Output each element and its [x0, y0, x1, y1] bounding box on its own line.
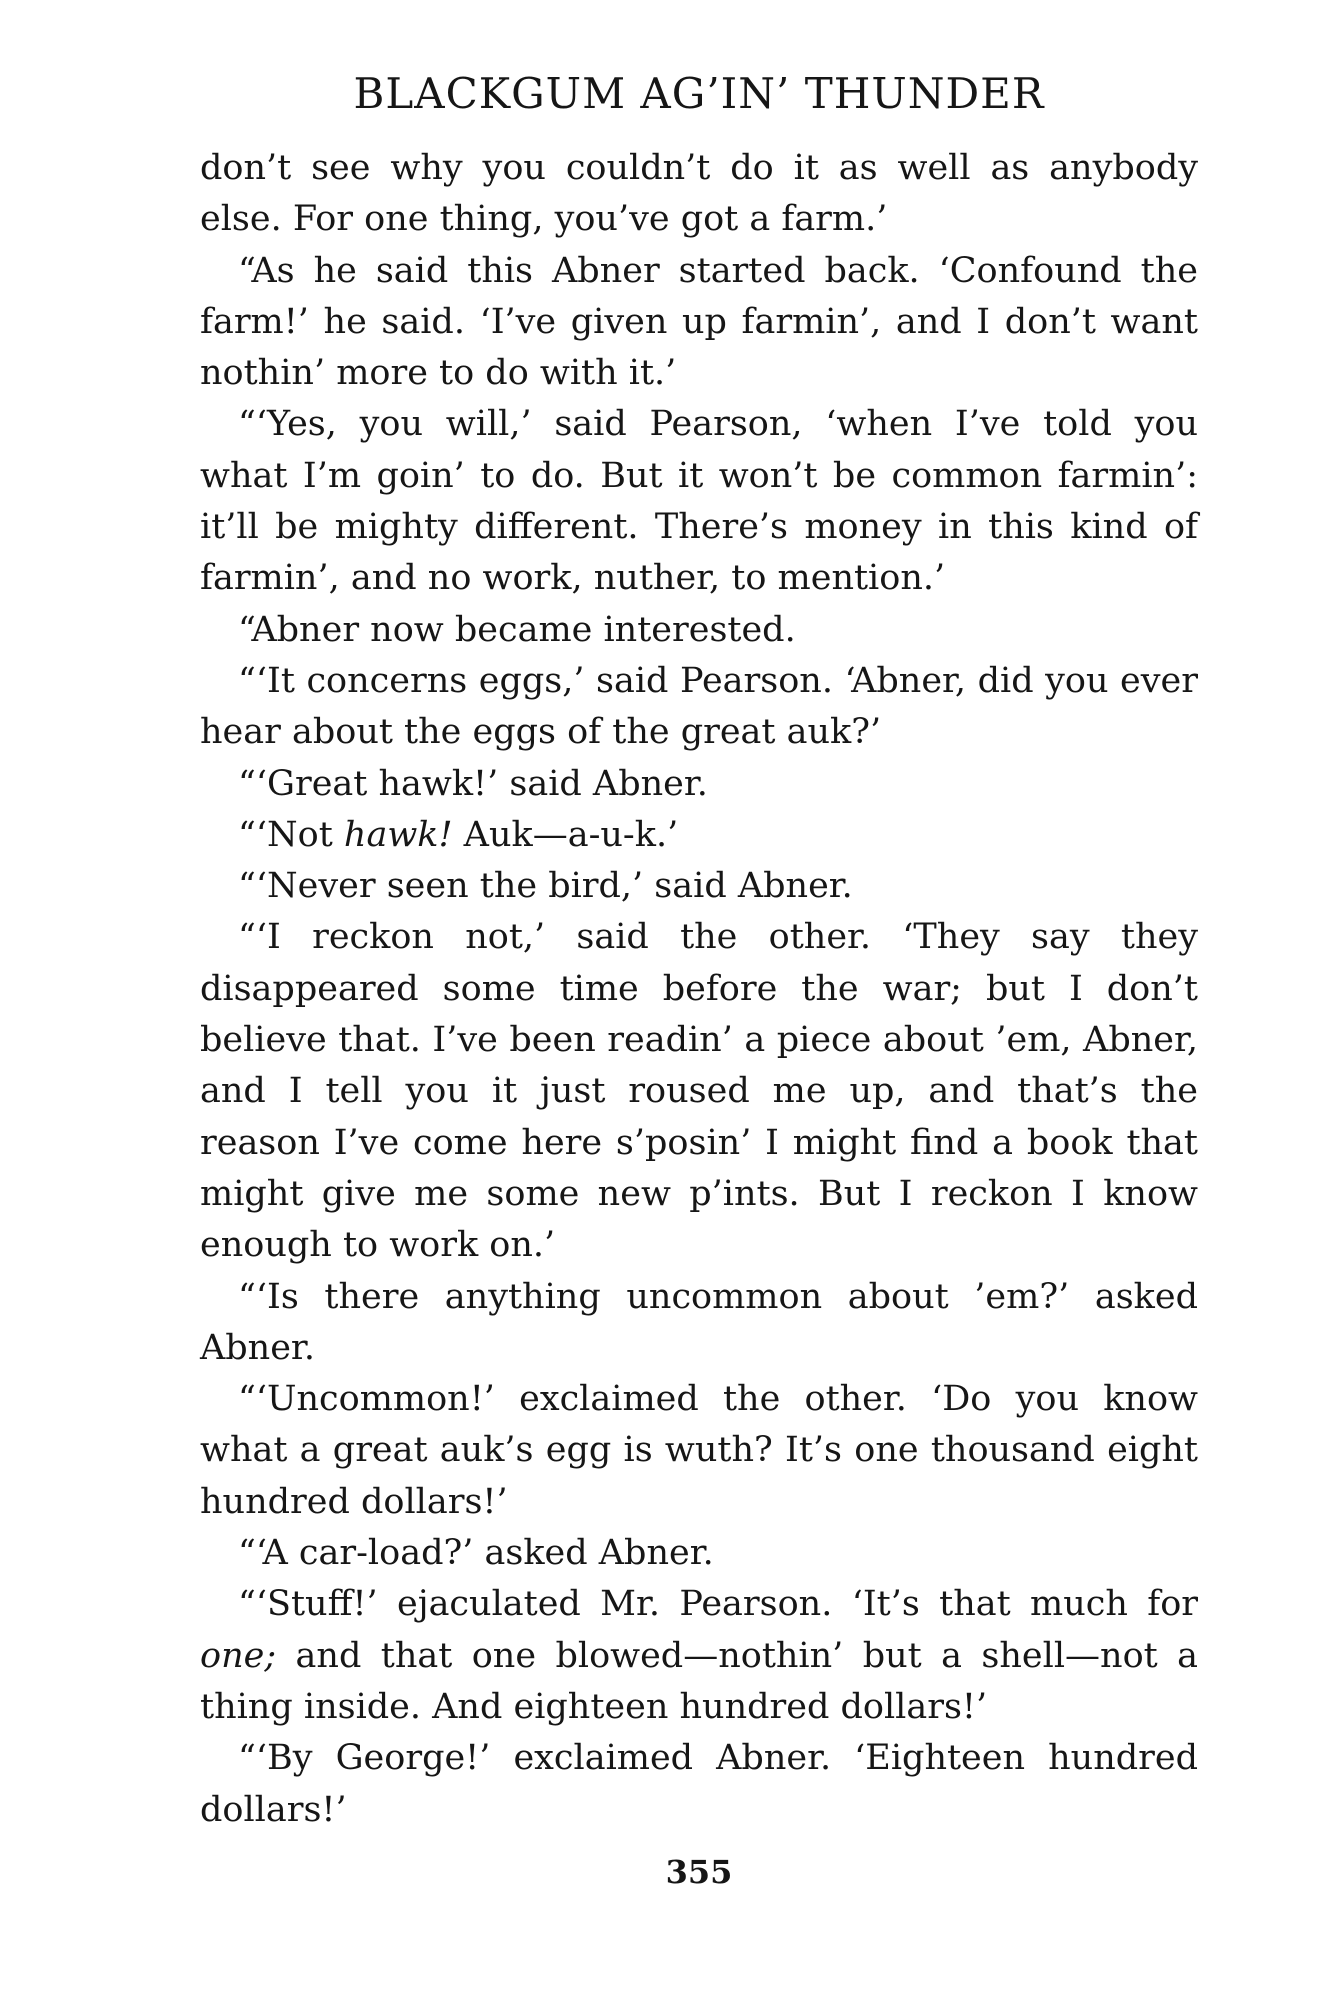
paragraph: “As he said this Abner started back. ‘Confound the farm!’ he said. ‘I’ve given up farmin’, and I don’t want nothin’ more to do with it.’: [200, 250, 1198, 394]
paragraph: “Abner now became interested.: [238, 609, 796, 650]
italic-text: one;: [200, 1635, 277, 1676]
paragraph: don’t see why you couldn’t do it as well as anybody else. For one thing, you’ve got a farm.’: [200, 148, 1198, 240]
paragraph: “‘By George!’ exclaimed Abner. ‘Eighteen hundred dollars!’: [200, 1738, 1198, 1830]
running-head: BLACKGUM AG’IN’ THUNDER: [353, 69, 1045, 118]
paragraph: [200, 810, 1198, 861]
paragraph: “‘Is there anything uncommon about ’em?’ asked Abner.: [200, 1276, 1198, 1368]
paragraph: “‘It concerns eggs,’ said Pearson. ‘Abner, did you ever hear about the eggs of the great auk?’: [200, 660, 1198, 753]
paragraph: “‘A car-load?’ asked Abner.: [238, 1533, 714, 1574]
paragraph: “‘Uncommon!’ exclaimed the other. ‘Do you know what a great auk’s egg is wuth? It’s one thousand eight hundred dollars!’: [200, 1379, 1198, 1522]
text-span: and that one blowed—nothin’ but a shell—not a thing inside. And eighteen hundred dollars!’: [200, 1635, 1198, 1727]
book-page: [200, 70, 1198, 1894]
text-span: “‘Stuff!’ ejaculated Mr. Pearson. ‘It’s that much for: [238, 1584, 1198, 1625]
paragraph: “‘I reckon not,’ said the other. ‘They say they disappeared some time before the war; but I don’t believe that. I’ve been readin’ a piece about ’em, Abner, and I tell you it just roused me up, and that’s the reason I’ve come here s’posin’ I might find a book that might give me some new p’ints. But I reckon I know enough to work on.’: [200, 917, 1198, 1266]
paragraph: “‘Yes, you will,’ said Pearson, ‘when I’ve told you what I’m goin’ to do. But it won’t be common farmin’: it’ll be mighty different. There’s money in this kind of farmin’, and no work, nuther, to mention.’: [200, 404, 1198, 599]
paragraph: “‘Never seen the bird,’ said Abner.: [238, 866, 853, 907]
page-number: 355: [665, 1852, 733, 1891]
italic-text: hawk!: [343, 814, 453, 855]
text-span: Auk—a-u-k.’: [452, 814, 679, 855]
text-span: “‘Not: [238, 814, 344, 855]
body-text: [200, 143, 1198, 1836]
paragraph: “‘Great hawk!’ said Abner.: [238, 763, 708, 804]
paragraph: [200, 1579, 1198, 1733]
